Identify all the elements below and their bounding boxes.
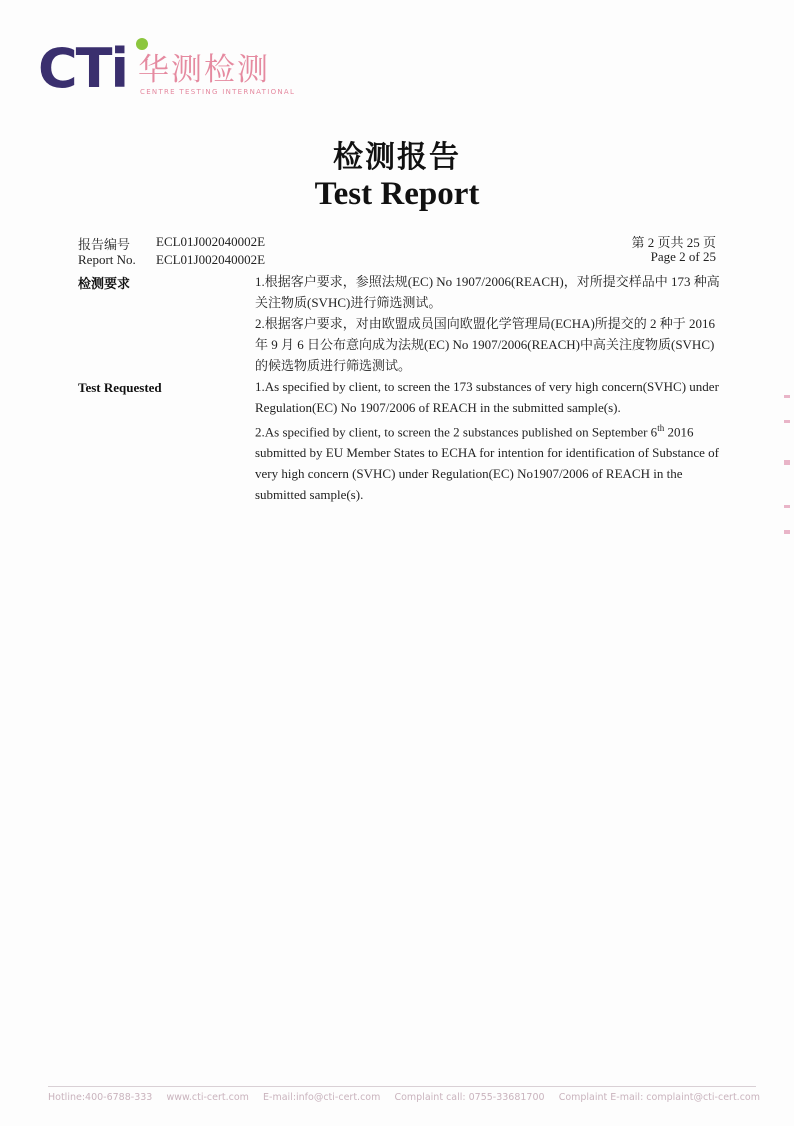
logo-name-cn: 华测检测 [138, 52, 270, 88]
title-cn: 检测报告 [333, 140, 461, 175]
logo-name-en: CENTRE TESTING INTERNATIONAL [140, 88, 296, 96]
requirement-item-en-2 [255, 418, 725, 505]
requirement-item-en-2-pre: 2.As specified by client, to screen the 2 substances published on September 6 [255, 424, 658, 440]
stamp-edge-mark [784, 505, 790, 508]
title-en: Test Report [314, 176, 480, 212]
footer-email[interactable]: E-mail:info@cti-cert.com [263, 1092, 381, 1103]
requirements-body-en [255, 376, 725, 505]
stamp-edge-mark [784, 395, 790, 398]
stamp-edge-mark [784, 460, 790, 465]
report-no-label-cn: 报告编号 [78, 237, 131, 252]
page-number-cn: 第 2 页共 25 页 [631, 235, 716, 250]
stamp-edge-mark [784, 530, 790, 534]
page-number-en: Page 2 of 25 [650, 249, 716, 264]
requirement-item-cn-1: 1.根据客户要求，参照法规(EC) No 1907/2006(REACH)，对所提交样品中 173 种高关注物质(SVHC)进行筛选测试。 [255, 274, 720, 310]
cti-logo [38, 38, 308, 102]
requirement-item-en-2-post: 2016 submitted by EU Member States to ECHA for intention for identification of Substance of very high concern (SVHC) under Regulation(EC) No1907/2006 of REACH in the submitted sample(s). [255, 424, 719, 503]
footer [48, 1092, 760, 1103]
footer-website[interactable]: www.cti-cert.com [166, 1092, 249, 1103]
logo-dot-icon [136, 38, 148, 50]
logo-mark: CTi [38, 37, 127, 100]
requirements-label-cn: 检测要求 [78, 276, 131, 291]
requirements-label-en: Test Requested [78, 380, 162, 395]
stamp-edge-mark [784, 420, 790, 423]
footer-complaint-call: Complaint call: 0755-33681700 [394, 1092, 545, 1103]
requirement-item-cn-2: 2.根据客户要求，对由欧盟成员国向欧盟化学管理局(ECHA)所提交的 2 种于 2016 年 9 月 6 日公布意向成为法规(EC) No 1907/2006(REACH)中高关注度物质(SVHC)的候选物质进行筛选测试。 [255, 316, 716, 373]
report-no-value-en: ECL01J002040002E [156, 252, 266, 267]
footer-divider [48, 1086, 756, 1087]
report-no-value-cn: ECL01J002040002E [156, 234, 266, 249]
footer-hotline: Hotline:400-6788-333 [48, 1092, 153, 1103]
footer-complaint-email[interactable]: Complaint E-mail: complaint@cti-cert.com [558, 1092, 760, 1103]
requirement-item-en-1: 1.As specified by client, to screen the 173 substances of very high concern(SVHC) under Regulation(EC) No 1907/2006 of REACH in the submitted sample(s). [255, 379, 719, 415]
requirements-body-cn [255, 271, 725, 376]
ordinal-suffix: th [657, 423, 665, 433]
report-no-label-en: Report No. [78, 252, 136, 267]
